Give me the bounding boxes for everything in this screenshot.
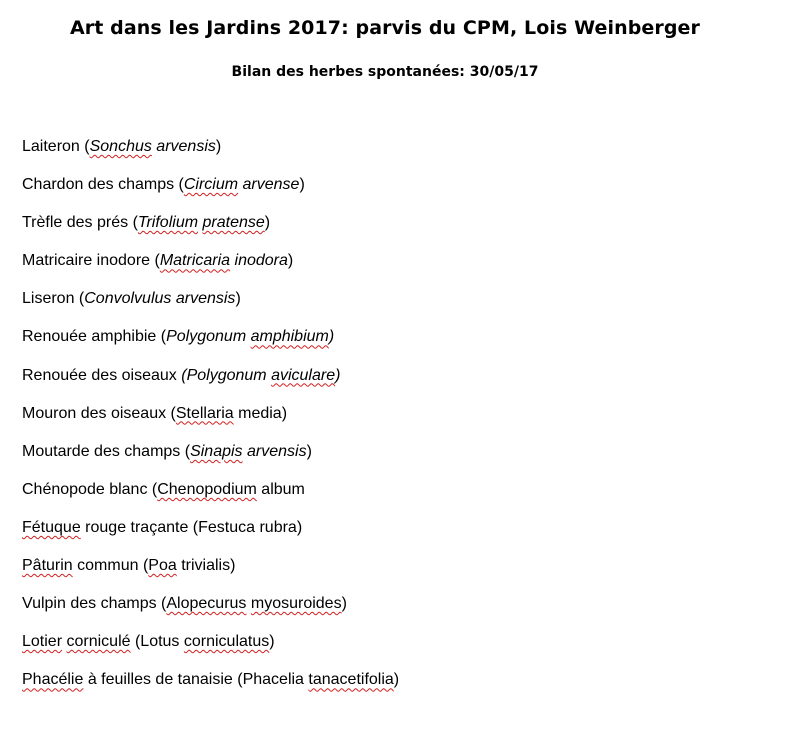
italic-text xyxy=(166,328,251,345)
species-item xyxy=(22,172,399,210)
species-item xyxy=(22,439,399,477)
misspelled-word: Sonchus xyxy=(89,138,152,155)
species-text-fragment: (Lotus xyxy=(130,633,184,651)
species-list xyxy=(22,134,399,705)
species-item xyxy=(22,477,399,515)
species-item xyxy=(22,667,399,705)
species-text-fragment: Chénopode blanc ( xyxy=(22,480,158,498)
misspelled-word: tanacetifolia xyxy=(308,671,394,689)
species-text-fragment: ) xyxy=(335,366,341,384)
italic-text xyxy=(243,443,307,460)
species-text-fragment: Chardon des champs ( xyxy=(22,176,184,194)
misspelled-word: Lotier xyxy=(22,633,63,651)
species-text-fragment: ) xyxy=(393,671,400,689)
misspelled-word: Stellaria xyxy=(175,404,234,422)
italic-text xyxy=(335,367,340,384)
species-text-fragment: Renouée amphibie ( xyxy=(22,328,167,346)
italic-text xyxy=(238,176,299,193)
misspelled-word: corniculatus xyxy=(183,633,270,651)
species-text-fragment: album xyxy=(256,480,305,498)
italic-text xyxy=(84,290,235,307)
species-text-fragment: ) xyxy=(215,138,222,155)
misspelled-word: myosuroides xyxy=(250,595,342,613)
species-text-fragment: Polygonum xyxy=(166,328,251,346)
species-text-fragment: ) xyxy=(341,595,347,613)
species-text-fragment: arvensis xyxy=(151,138,216,155)
misspelled-word: Trifolium xyxy=(137,214,199,232)
species-text-fragment: (Polygonum xyxy=(181,366,272,384)
italic-text xyxy=(190,443,242,460)
species-text-fragment: ) xyxy=(235,290,241,308)
italic-text xyxy=(251,328,329,345)
misspelled-word: Poa xyxy=(148,557,177,575)
misspelled-word: aviculare xyxy=(271,366,336,384)
species-item xyxy=(22,248,399,286)
species-item xyxy=(22,401,399,439)
species-text-fragment: à feuilles de tanaisie (Phacelia xyxy=(83,671,309,689)
species-text-fragment: Liseron ( xyxy=(22,290,85,308)
species-text-fragment: ) xyxy=(328,328,335,346)
species-item xyxy=(22,324,399,362)
species-text-fragment: ) xyxy=(306,442,312,460)
species-text-fragment: ) xyxy=(264,214,271,232)
species-text-fragment: commun ( xyxy=(72,557,149,575)
species-text-fragment: Trèfle des prés ( xyxy=(22,214,138,232)
species-item xyxy=(22,286,399,324)
italic-text xyxy=(160,252,230,269)
species-text-fragment: inodora xyxy=(230,252,288,270)
species-text-fragment: ) xyxy=(287,252,294,270)
misspelled-word: corniculé xyxy=(66,633,131,651)
species-text-fragment: Mouron des oiseaux ( xyxy=(22,404,176,422)
misspelled-word: Phacélie xyxy=(22,671,84,689)
italic-text xyxy=(138,214,198,231)
species-item xyxy=(22,629,399,667)
italic-text xyxy=(90,138,152,155)
misspelled-word: Pâturin xyxy=(22,557,73,575)
misspelled-word: Alopecurus xyxy=(166,595,247,613)
misspelled-word: Chenopodium xyxy=(157,480,257,498)
species-item xyxy=(22,134,399,172)
italic-text xyxy=(181,367,271,384)
species-text-fragment: rouge traçante (Festuca rubra) xyxy=(80,518,303,536)
misspelled-word: pratense xyxy=(202,214,265,232)
species-item xyxy=(22,210,399,248)
species-text-fragment: arvensis xyxy=(242,442,307,460)
misspelled-word: amphibium xyxy=(250,328,329,346)
italic-text xyxy=(203,214,265,231)
species-text-fragment: media) xyxy=(233,404,288,422)
italic-text xyxy=(271,367,335,384)
species-text-fragment: Renouée des oiseaux xyxy=(22,366,182,384)
misspelled-word: Matricaria xyxy=(159,252,231,270)
species-item xyxy=(22,363,399,401)
species-text-fragment: Moutarde des champs ( xyxy=(22,442,191,460)
document-subtitle: Bilan des herbes spontanées: 30/05/17 xyxy=(231,64,539,80)
species-text-fragment: Laiteron ( xyxy=(22,138,90,155)
species-text-fragment: Vulpin des champs ( xyxy=(22,595,167,613)
italic-text xyxy=(184,176,238,193)
species-item xyxy=(22,553,399,591)
species-text-fragment: trivialis) xyxy=(176,557,236,575)
misspelled-word: Circium xyxy=(183,176,239,194)
species-text-fragment: ) xyxy=(299,176,305,194)
species-text-fragment: ) xyxy=(269,633,275,651)
italic-text xyxy=(329,328,334,345)
species-item xyxy=(22,515,399,553)
species-item xyxy=(22,591,399,629)
document-title: Art dans les Jardins 2017: parvis du CPM, Lois Weinberger xyxy=(69,17,701,39)
italic-text xyxy=(152,138,216,155)
misspelled-word: Sinapis xyxy=(190,442,243,460)
species-text-fragment: arvense xyxy=(238,176,300,194)
species-text-fragment: Convolvulus arvensis xyxy=(84,290,236,308)
species-text-fragment: Matricaire inodore ( xyxy=(22,252,160,270)
italic-text xyxy=(230,252,288,269)
misspelled-word: Fétuque xyxy=(22,518,81,536)
